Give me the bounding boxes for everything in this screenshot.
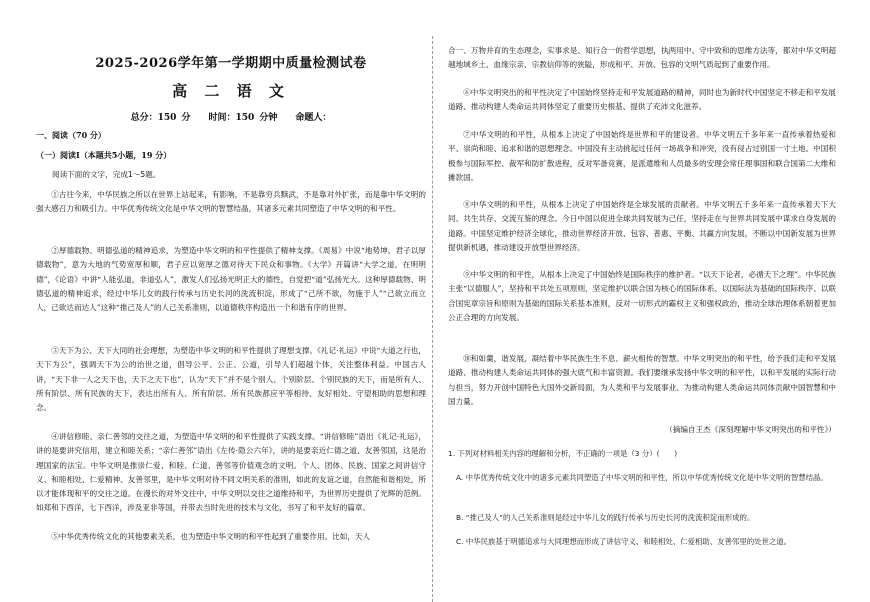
paragraph-5: ⑤中华优秀传统文化的其他要素关系，也为塑造中华文明的和平性起到了重要作用。比如，天人 [51, 532, 371, 541]
paragraph-9: ⑨中华文明的和平性，从根本上决定了中国始终是国际秩序的维护者。“以天下论者，必循天下之理”。中华民族主张“以德服人”，坚持和平共处五项原则，坚定维护以联合国为核心的国际体系、以国际法为基础的国际秩序、以联合国宪章宗旨和原则为基础的国际关系基本准则，反对一切形式的霸权主义和强权政治，推动全球治理体系朝着更加公正合理的方向发展。 [448, 270, 836, 322]
paragraph-10: ⑩和如羹，谐发展，凝结着中华民族生生不息、薪火相传的智慧。中华文明突出的和平性，给予我们走和平发展道路、推动构建人类命运共同体的强大底气和丰富资源。我们要继承发扬中华文明的和平性，以和平发展的实际行动与担当，努力开创中国特色大国外交新局面，为人类和平与发展事业、为推动构建人类命运共同体贡献中国智慧和中国力量。 [448, 354, 836, 406]
paragraph-1: ①古往今来，中华民族之所以在世界上站起来，有影响，不是靠穷兵黩武，不是靠对外扩张，而是靠中华文明的强大感召力和吸引力。中华优秀传统文化是中华文明的智慧结晶，其诸多元素共同塑造了中华文明的和平性。 [36, 190, 426, 214]
exam-meta: 总分：150 分 时间：150 分钟 命题人： [130, 113, 332, 123]
subject-title: 高 二 语 文 [172, 82, 290, 100]
exam-title: 2025-2026学年第一学期期中质量检测试卷 [95, 56, 367, 71]
option-b: B. “推己及人”的人己关系准则是经过中华儿女的践行传承与历史长河的洗流积淀而形成的。 [456, 513, 755, 522]
paragraph-3: ③天下为公、天下大同的社会理想，为塑造中华文明的和平性提供了理想支撑。《礼记·礼运》中说“大道之行也，天下为公”，强调天下为公的治世之道，倡导公平、公正、公道，引导人们超越个体，关注整体利益。中国古人讲，“天下非一人之天下也，天下之天下也”，认为“天下”并不是个别人、个别阶层、个别民族的天下，而是所有人、所有阶层、所有民族的天下，表达出所有人、所有阶层、所有民族都应平等相待、友好相处、守望相助的思想和理念。 [36, 346, 426, 413]
paragraph-7: ⑦中华文明的和平性，从根本上决定了中国始终是世界和平的建设者。中华文明五千多年来一直传承着热爱和平、崇尚和睦、追求和谐的思想理念。中国没有主动挑起过任何一场战争和冲突，没有侵占过别国一寸土地。中国积极参与国际军控、裁军和防扩散进程，反对军备竞赛，是派遣维和人员最多的安理会常任理事国和联合国第二大维和摊款国。 [448, 130, 836, 182]
passage-source: （摘编自王杰《深刻理解中华文明突出的和平性》） [665, 425, 836, 434]
option-a: A. 中华优秀传统文化中的诸多元素共同塑造了中华文明的和平性，所以中华优秀传统文化是中华文明的智慧结晶。 [456, 473, 828, 482]
section-part: 一、阅读（70 分） [36, 130, 106, 140]
instruction: 阅读下面的文字，完成1～5题。 [52, 170, 161, 179]
paragraph-6: ⑥中华文明突出的和平性决定了中国始终坚持走和平发展道路的精神，同时也为新时代中国坚定不移走和平发展道路、推动构建人类命运共同体坚定了重要历史根基、提供了充沛文化滋养。 [448, 88, 836, 112]
paragraph-8: ⑧中华文明的和平性，从根本上决定了中国始终是全球发展的贡献者。中华文明五千多年来一直传承着天下大同、共生共存、交流互鉴的理念。今日中国以促进全球共同发展为己任，坚持走在与世界共同发展中谋求自身发展的道路。中国坚定维护经济全球化，推动世界经济开放、包容、普惠、平衡、共赢方向发展，不断以中国新发展为世界提供新机遇，推动建设开放型世界经济。 [448, 200, 836, 252]
paragraph-5-cont: 合一、万物并育的生态理念，实事求是、知行合一的哲学思想，执两用中、守中致和的思维方法等，都对中华文明超越地域乡土、血缘宗亲、宗教信仰等的狭隘，形成和平、开放、包容的文明气质起到了重要作用。 [448, 46, 836, 70]
option-c: C. 中华民族基于明德追求与大同理想而形成了讲信守义、和睦相处、仁爱相助、友善邻里的处世之道。 [456, 537, 792, 546]
paragraph-2: ②厚德载物、明德弘道的精神追求，为塑造中华文明的和平性提供了精神支撑。《周易》中说“地势坤，君子以厚德载物”，意为大地的气势宽厚和顺，君子应以宽厚之德对待天下民众和事物。《大学》开篇讲“大学之道，在明明德”，《论语》中讲“人能弘道，非道弘人”，激发人们弘扬光明正大的德性，自觉把“道”弘扬光大。这种厚德载物、明德弘道的精神追求，经过中华儿女的践行传承与历史长河的洗流积淀，形成了“己所不欲，勿施于人”“己欲立而立人，己欲达而达人”这种“推己及人”的人己关系准则，以道德秩序构造出一个和谐有序的世界。 [36, 246, 426, 313]
section-sub: （一）阅读Ⅰ（本题共5小题，19 分） [36, 150, 172, 160]
question-1-stem: 1. 下列对材料相关内容的理解和分析，不正确的一项是（3 分）( ) [448, 449, 678, 458]
column-divider [432, 36, 433, 602]
paragraph-4: ④讲信修睦、亲仁善邻的交往之道，为塑造中华文明的和平性提供了实践支撑。“讲信修睦”语出《礼记·礼运》，讲的是要讲究信用，建立和睦关系；“亲仁善邻”语出《左传·隐公六年》，讲的是要亲近仁德之道、友善邻国，这是治理国家的法宝。中华文明是推崇仁爱、和睦、仁道、善邻等价值观念的文明。个人、团体、民族、国家之间讲信守义、和睦相处、仁爱精神、友善邻里，是中华文明对待不同文明关系的准则，如此的友谊之道，自然能和谐相处，所以才能体现和平的交往之道。在漫长的对外交往中，中华文明以交往之道维持和平，为世界历史提供了光辉的范例。如郑和下西洋，七下西洋，涉及亚非等国，并带去当时先进的技术与文化，书写了和平友好的篇章。 [36, 432, 426, 513]
